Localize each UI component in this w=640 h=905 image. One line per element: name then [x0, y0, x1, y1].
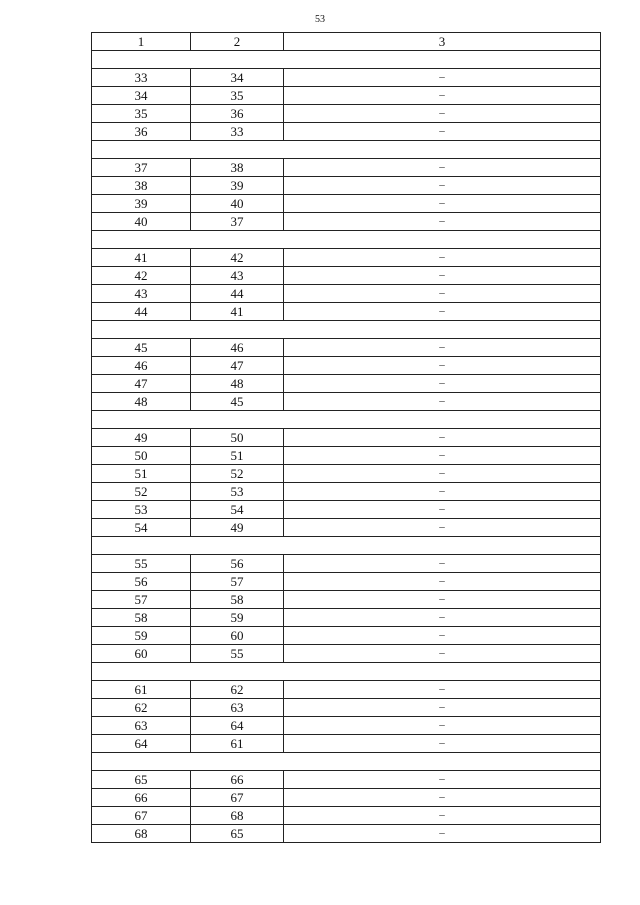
table-cell-col2: 44: [191, 285, 284, 303]
table-cell-col2: 53: [191, 483, 284, 501]
table-cell-col3: –: [284, 195, 601, 213]
table-row: [92, 177, 601, 195]
table-cell-col3: –: [284, 267, 601, 285]
table-row: [92, 69, 601, 87]
table-cell-col3: –: [284, 483, 601, 501]
table-row: [92, 429, 601, 447]
table-cell-col2: 65: [191, 825, 284, 843]
table-cell-col2: 61: [191, 735, 284, 753]
group-separator-cell: [92, 141, 601, 159]
table-cell-col2: 35: [191, 87, 284, 105]
table-cell-col1: 54: [92, 519, 191, 537]
table-cell-col2: 58: [191, 591, 284, 609]
table-row: [92, 249, 601, 267]
table-cell-col2: 51: [191, 447, 284, 465]
table-cell-col2: 42: [191, 249, 284, 267]
table-cell-col2: 54: [191, 501, 284, 519]
table-cell-col1: 50: [92, 447, 191, 465]
table-cell-col3: –: [284, 609, 601, 627]
table-cell-col3: –: [284, 645, 601, 663]
table-cell-col3: –: [284, 177, 601, 195]
table-cell-col1: 39: [92, 195, 191, 213]
table-cell-col1: 56: [92, 573, 191, 591]
table-row: [92, 213, 601, 231]
table-cell-col1: 44: [92, 303, 191, 321]
table-row: [92, 717, 601, 735]
table-cell-col1: 53: [92, 501, 191, 519]
table-cell-col1: 55: [92, 555, 191, 573]
table-cell-col1: 37: [92, 159, 191, 177]
table-row: [92, 519, 601, 537]
group-separator-row: [92, 663, 601, 681]
table-cell-col1: 51: [92, 465, 191, 483]
table-cell-col3: –: [284, 807, 601, 825]
group-separator-cell: [92, 537, 601, 555]
table-cell-col2: 56: [191, 555, 284, 573]
table-cell-col2: 50: [191, 429, 284, 447]
table-cell-col1: 36: [92, 123, 191, 141]
table-cell-col3: –: [284, 69, 601, 87]
table-cell-col3: –: [284, 627, 601, 645]
table-cell-col1: 63: [92, 717, 191, 735]
table-row: [92, 123, 601, 141]
table-cell-col1: 42: [92, 267, 191, 285]
table-cell-col1: 62: [92, 699, 191, 717]
table-cell-col1: 45: [92, 339, 191, 357]
table-cell-col3: –: [284, 789, 601, 807]
group-separator-cell: [92, 51, 601, 69]
table-row: [92, 465, 601, 483]
table-cell-col3: –: [284, 447, 601, 465]
table-cell-col2: 59: [191, 609, 284, 627]
table-row: [92, 699, 601, 717]
group-separator-row: [92, 51, 601, 69]
table-cell-col2: 66: [191, 771, 284, 789]
table-cell-col2: 34: [191, 69, 284, 87]
table-cell-col1: 35: [92, 105, 191, 123]
table-cell-col3: –: [284, 87, 601, 105]
table-cell-col3: –: [284, 105, 601, 123]
table-cell-col2: 49: [191, 519, 284, 537]
table-row: [92, 609, 601, 627]
group-separator-cell: [92, 411, 601, 429]
table-cell-col1: 47: [92, 375, 191, 393]
table-row: [92, 195, 601, 213]
table-cell-col1: 43: [92, 285, 191, 303]
table-cell-col3: –: [284, 393, 601, 411]
table-row: [92, 591, 601, 609]
table-cell-col3: –: [284, 501, 601, 519]
table-row: [92, 159, 601, 177]
table-cell-col1: 61: [92, 681, 191, 699]
table-cell-col2: 41: [191, 303, 284, 321]
group-separator-row: [92, 753, 601, 771]
table-cell-col3: –: [284, 735, 601, 753]
table-cell-col1: 57: [92, 591, 191, 609]
header-row: [92, 33, 601, 51]
table-cell-col3: –: [284, 591, 601, 609]
table-cell-col2: 55: [191, 645, 284, 663]
table-cell-col2: 48: [191, 375, 284, 393]
table-row: [92, 393, 601, 411]
table-row: [92, 807, 601, 825]
table-cell-col1: 48: [92, 393, 191, 411]
table-cell-col1: 49: [92, 429, 191, 447]
table-cell-col1: 58: [92, 609, 191, 627]
data-table: [91, 32, 601, 843]
column-header-3: 3: [284, 33, 601, 51]
table-row: [92, 375, 601, 393]
table-row: [92, 645, 601, 663]
table-row: [92, 735, 601, 753]
group-separator-row: [92, 537, 601, 555]
group-separator-row: [92, 321, 601, 339]
table-cell-col1: 34: [92, 87, 191, 105]
table-cell-col1: 68: [92, 825, 191, 843]
table-cell-col2: 67: [191, 789, 284, 807]
table-cell-col2: 45: [191, 393, 284, 411]
group-separator-row: [92, 141, 601, 159]
table-cell-col2: 43: [191, 267, 284, 285]
table-cell-col3: –: [284, 357, 601, 375]
table-cell-col2: 52: [191, 465, 284, 483]
table-cell-col2: 57: [191, 573, 284, 591]
group-separator-cell: [92, 663, 601, 681]
table-row: [92, 825, 601, 843]
table-cell-col3: –: [284, 699, 601, 717]
table-cell-col3: –: [284, 123, 601, 141]
page-number: 53: [315, 14, 325, 25]
group-separator-cell: [92, 321, 601, 339]
table-cell-col3: –: [284, 717, 601, 735]
table-cell-col3: –: [284, 573, 601, 591]
table-row: [92, 681, 601, 699]
table-cell-col3: –: [284, 285, 601, 303]
table-row: [92, 573, 601, 591]
table-cell-col3: –: [284, 465, 601, 483]
table-cell-col3: –: [284, 555, 601, 573]
table-cell-col1: 33: [92, 69, 191, 87]
table-cell-col1: 60: [92, 645, 191, 663]
table-cell-col1: 52: [92, 483, 191, 501]
table-row: [92, 339, 601, 357]
table-row: [92, 483, 601, 501]
table-cell-col1: 46: [92, 357, 191, 375]
table-cell-col3: –: [284, 303, 601, 321]
table-cell-col2: 33: [191, 123, 284, 141]
table-cell-col1: 66: [92, 789, 191, 807]
table-row: [92, 267, 601, 285]
table-cell-col3: –: [284, 681, 601, 699]
column-header-2: 2: [191, 33, 284, 51]
table-cell-col3: –: [284, 429, 601, 447]
table-row: [92, 501, 601, 519]
table-cell-col1: 64: [92, 735, 191, 753]
table-cell-col3: –: [284, 825, 601, 843]
table-cell-col2: 36: [191, 105, 284, 123]
table-cell-col2: 62: [191, 681, 284, 699]
table-cell-col2: 46: [191, 339, 284, 357]
table-cell-col3: –: [284, 519, 601, 537]
table-cell-col1: 65: [92, 771, 191, 789]
table-cell-col3: –: [284, 213, 601, 231]
table-cell-col3: –: [284, 771, 601, 789]
table-cell-col3: –: [284, 159, 601, 177]
table-row: [92, 789, 601, 807]
table-cell-col2: 63: [191, 699, 284, 717]
table-cell-col1: 40: [92, 213, 191, 231]
group-separator-row: [92, 231, 601, 249]
table-cell-col2: 39: [191, 177, 284, 195]
table-cell-col1: 41: [92, 249, 191, 267]
table-cell-col2: 64: [191, 717, 284, 735]
table-cell-col1: 67: [92, 807, 191, 825]
column-header-1: 1: [92, 33, 191, 51]
table-row: [92, 627, 601, 645]
table-row: [92, 447, 601, 465]
table-cell-col2: 60: [191, 627, 284, 645]
table-cell-col2: 37: [191, 213, 284, 231]
group-separator-row: [92, 411, 601, 429]
table-row: [92, 555, 601, 573]
table-row: [92, 105, 601, 123]
table-cell-col1: 38: [92, 177, 191, 195]
table-cell-col3: –: [284, 249, 601, 267]
table-cell-col2: 40: [191, 195, 284, 213]
table-cell-col1: 59: [92, 627, 191, 645]
table-cell-col2: 38: [191, 159, 284, 177]
table-row: [92, 357, 601, 375]
table-row: [92, 771, 601, 789]
table-cell-col3: –: [284, 375, 601, 393]
group-separator-cell: [92, 753, 601, 771]
table-row: [92, 87, 601, 105]
table-cell-col2: 68: [191, 807, 284, 825]
table-row: [92, 285, 601, 303]
group-separator-cell: [92, 231, 601, 249]
table-row: [92, 303, 601, 321]
table-cell-col2: 47: [191, 357, 284, 375]
table-cell-col3: –: [284, 339, 601, 357]
table-body: [92, 51, 601, 843]
